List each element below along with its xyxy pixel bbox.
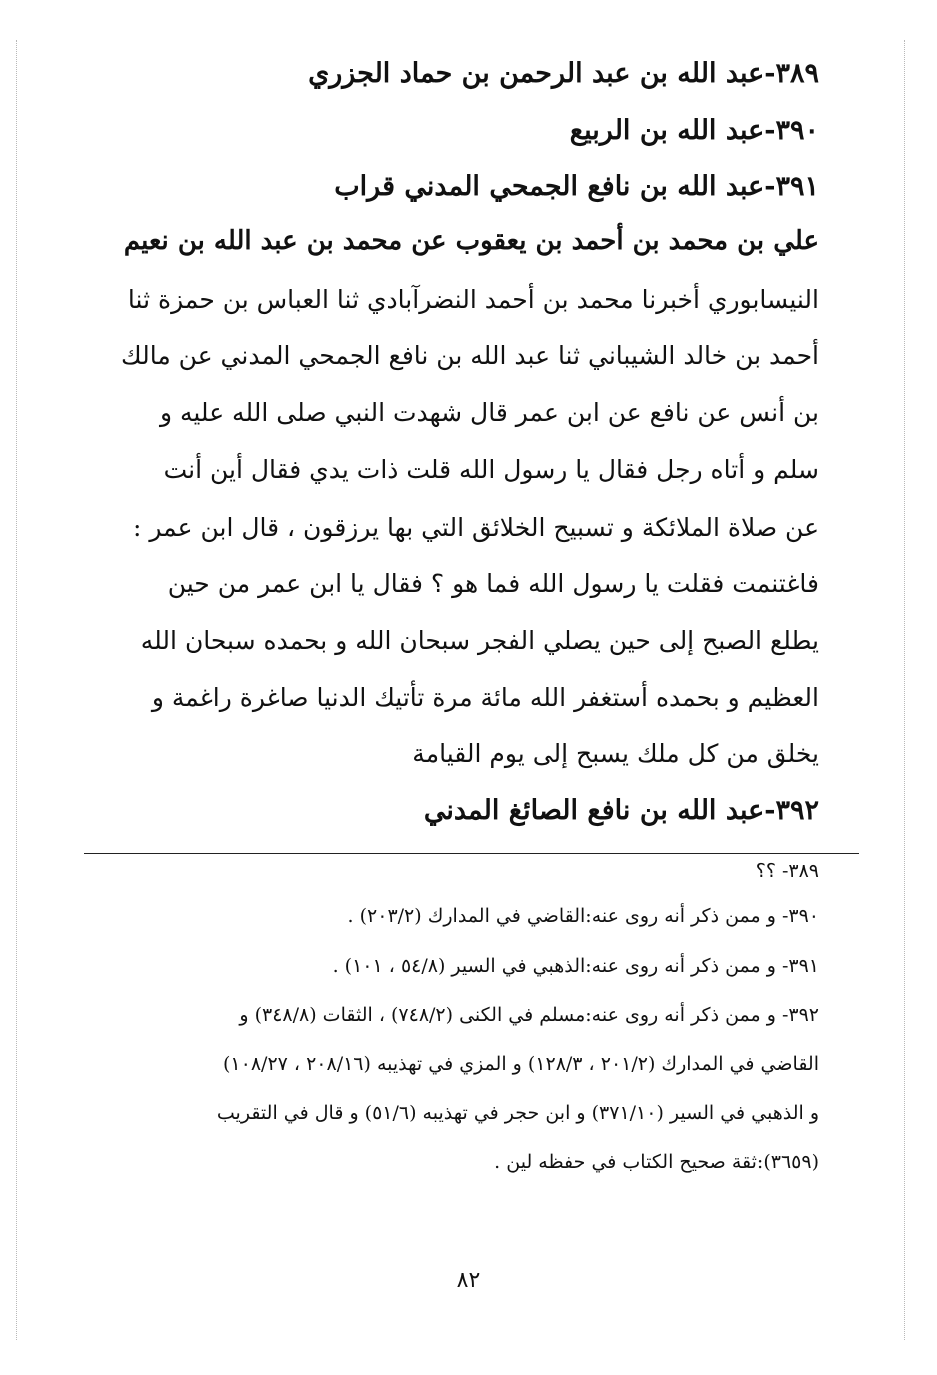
hadith-line-7: يطلع الصبح إلى حين يصلي الفجر سبحان الله و بحمده سبحان الله <box>140 626 819 655</box>
entry-391-heading: ٣٩١-عبد الله بن نافع الجمحي المدني قراب <box>334 171 819 202</box>
footnote-392-line-1: ٣٩٢- و ممن ذكر أنه روى عنه:مسلم في الكنى (٧٤٨/٢) ، الثقات (٣٤٨/٨) و <box>239 1004 819 1026</box>
entry-392-heading: ٣٩٢-عبد الله بن نافع الصائغ المدني <box>423 795 819 826</box>
footnote-392-line-3: و الذهبي في السير (٣٧١/١٠) و ابن حجر في تهذيبه (٥١/٦) و قال في التقريب <box>216 1102 819 1124</box>
footnote-392-line-2: القاضي في المدارك (٢٠١/٢ ، ١٢٨/٣) و المزي في تهذيبه (٢٠٨/١٦ ، ١٠٨/٢٧) <box>223 1053 819 1075</box>
hadith-line-3: بن أنس عن نافع عن ابن عمر قال شهدت النبي صلى الله عليه و <box>159 398 819 427</box>
footnote-390: ٣٩٠- و ممن ذكر أنه روى عنه:القاضي في المدارك (٢٠٣/٢) . <box>347 905 819 927</box>
entry-390-heading: ٣٩٠-عبد الله بن الربيع <box>569 115 819 146</box>
hadith-line-6: فاغتنمت فقلت يا رسول الله فما هو ؟ فقال يا ابن عمر من حين <box>167 569 819 598</box>
hadith-line-9: يخلق من كل ملك يسبح إلى يوم القيامة <box>412 739 819 768</box>
narration-chain-line: علي بن محمد بن أحمد بن يعقوب عن محمد بن عبد الله بن نعيم <box>123 226 819 256</box>
scan-edge-right <box>904 40 905 1340</box>
scan-edge-left <box>16 40 17 1340</box>
entry-389-heading: ٣٨٩-عبد الله بن عبد الرحمن بن حماد الجزري <box>308 58 819 89</box>
footnote-392-line-4: (٣٦٥٩):ثقة صحيح الكتاب في حفظه لين . <box>494 1151 819 1173</box>
hadith-line-8: العظيم و بحمده أستغفر الله مائة مرة تأتيك الدنيا صاغرة راغمة و <box>151 683 819 712</box>
hadith-line-4: سلم و أتاه رجل فقال يا رسول الله قلت ذات يدي فقال أين أنت <box>163 455 819 484</box>
footnote-391: ٣٩١- و ممن ذكر أنه روى عنه:الذهبي في السير (٥٤/٨ ، ١٠١) . <box>332 955 819 977</box>
hadith-line-2: أحمد بن خالد الشيباني ثنا عبد الله بن نافع الجمحي المدني عن مالك <box>121 341 819 370</box>
footnote-separator <box>84 853 859 854</box>
hadith-line-1: النيسابوري أخبرنا محمد بن أحمد النضرآبادي ثنا العباس بن حمزة ثنا <box>127 285 819 314</box>
hadith-line-5: عن صلاة الملائكة و تسبيح الخلائق التي بها يرزقون ، قال ابن عمر : <box>133 513 819 542</box>
page-number: ٨٢ <box>456 1268 481 1293</box>
footnote-389: ٣٨٩- ؟؟ <box>755 860 819 882</box>
